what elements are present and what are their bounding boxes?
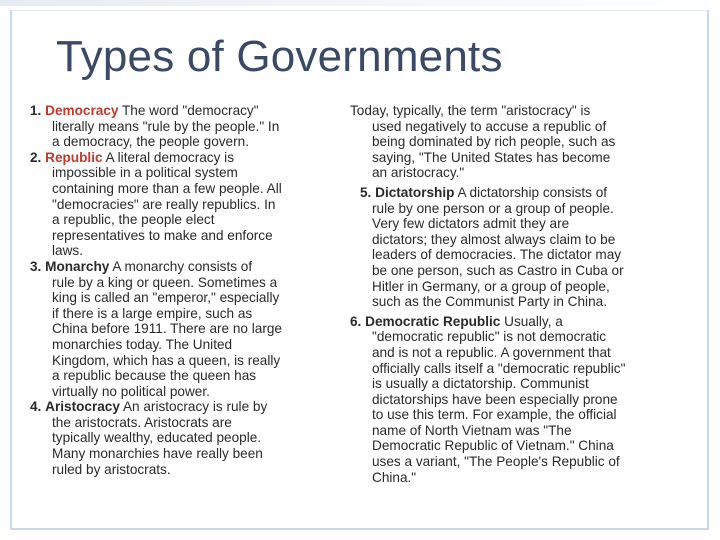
item-term: Dictatorship: [375, 184, 455, 200]
item-text: An aristocracy is rule by: [119, 399, 268, 415]
item-dictatorship: [350, 185, 695, 310]
item-democracy: [30, 103, 346, 150]
item-number: 3.: [30, 258, 42, 274]
item-number: 2.: [30, 149, 42, 165]
frame-right-line: [707, 10, 709, 530]
item-text: dictatorships have been especially prone: [372, 391, 618, 407]
item-number: 1.: [30, 103, 42, 118]
item-text: containing more than a few people. All: [52, 180, 282, 196]
item-term: Democracy: [45, 103, 119, 118]
item-democratic-republic: [350, 314, 695, 486]
item-number: 4.: [30, 399, 42, 415]
item-text: a republic, the people elect: [52, 212, 215, 228]
item-text: The word "democracy": [118, 103, 259, 118]
item-line: [30, 259, 346, 275]
frame-bottom-line: [10, 528, 709, 530]
item-text: literally means "rule by the people." In: [52, 118, 280, 134]
item-text: saying, "The United States has become: [372, 149, 611, 165]
item-text: China before 1911. There are no large: [52, 321, 282, 337]
item-text: the aristocrats. Aristocrats are: [52, 414, 232, 430]
left-column: [30, 103, 346, 477]
item-text: Usually, a: [500, 313, 563, 329]
item-text: king is called an "emperor," especially: [52, 290, 280, 306]
item-text: such as the Communist Party in China.: [372, 294, 607, 310]
item-text: officially calls itself a "democratic republic": [372, 360, 626, 376]
item-line: [30, 399, 346, 415]
item-text: ruled by aristocrats.: [52, 461, 171, 477]
right-column: [350, 103, 695, 485]
item-text: A dictatorship consists of: [454, 184, 608, 200]
item-text: representatives to make and enforce: [52, 227, 273, 243]
item-number: 6.: [350, 313, 362, 329]
item-line: [350, 314, 695, 330]
item-line: [30, 103, 346, 119]
item-text: Many monarchies have really been: [52, 446, 263, 462]
item-aristocracy-continued: [350, 103, 695, 181]
item-text: and is not a republic. A government that: [372, 344, 611, 360]
item-term: Monarchy: [45, 258, 110, 274]
frame-top-line: [10, 10, 709, 11]
item-term: Democratic Republic: [365, 313, 501, 329]
item-aristocracy: [30, 399, 346, 477]
item-text: be one person, such as Castro in Cuba or: [372, 262, 624, 278]
item-text: uses a variant, "The People's Republic of: [372, 454, 620, 470]
item-term: Aristocracy: [45, 399, 120, 415]
item-text: Very few dictators admit they are: [372, 216, 570, 232]
item-text: "democratic republic" is not democratic: [372, 329, 607, 345]
item-number: 5.: [360, 184, 372, 200]
item-text: typically wealthy, educated people.: [52, 430, 262, 446]
item-term: Republic: [45, 149, 103, 165]
item-line: [350, 185, 695, 201]
item-text: dictators; they almost always claim to be: [372, 231, 616, 247]
item-text: Today, typically, the term "aristocracy" is: [350, 103, 591, 118]
item-text: a republic because the queen has: [52, 368, 257, 384]
top-accent-bar: [0, 0, 720, 6]
item-text: China.": [372, 469, 417, 485]
item-monarchy: [30, 259, 346, 399]
item-text: being dominated by rich people, such as: [372, 134, 616, 150]
item-text: Kingdom, which has a queen, is really: [52, 352, 281, 368]
slide-title: Types of Governments: [56, 32, 503, 81]
item-text: a democracy, the people govern.: [52, 134, 249, 150]
item-text: name of North Vietnam was "The: [372, 422, 572, 438]
item-text: is usually a dictatorship. Communist: [372, 376, 589, 392]
item-text: Democratic Republic of Vietnam." China: [372, 438, 614, 454]
item-text: "democracies" are really republics. In: [52, 196, 276, 212]
item-text: an aristocracy.": [372, 165, 465, 181]
item-text: rule by a king or queen. Sometimes a: [52, 274, 278, 290]
item-text: leaders of democracies. The dictator may: [372, 247, 622, 263]
item-text: laws.: [52, 243, 83, 259]
item-text: rule by one person or a group of people.: [372, 200, 614, 216]
item-text: A monarchy consists of: [109, 258, 253, 274]
item-text: if there is a large empire, such as: [52, 305, 253, 321]
item-republic: [30, 150, 346, 259]
frame-left-line: [10, 10, 12, 530]
item-text: virtually no political power.: [52, 383, 210, 399]
item-text: A literal democracy is: [102, 149, 234, 165]
item-text: to use this term. For example, the official: [372, 407, 617, 423]
item-text: Hitler in Germany, or a group of people,: [372, 278, 610, 294]
item-text: impossible in a political system: [52, 165, 238, 181]
item-line: [30, 150, 346, 166]
item-text: used negatively to accuse a republic of: [372, 118, 607, 134]
item-text: monarchies today. The United: [52, 336, 233, 352]
